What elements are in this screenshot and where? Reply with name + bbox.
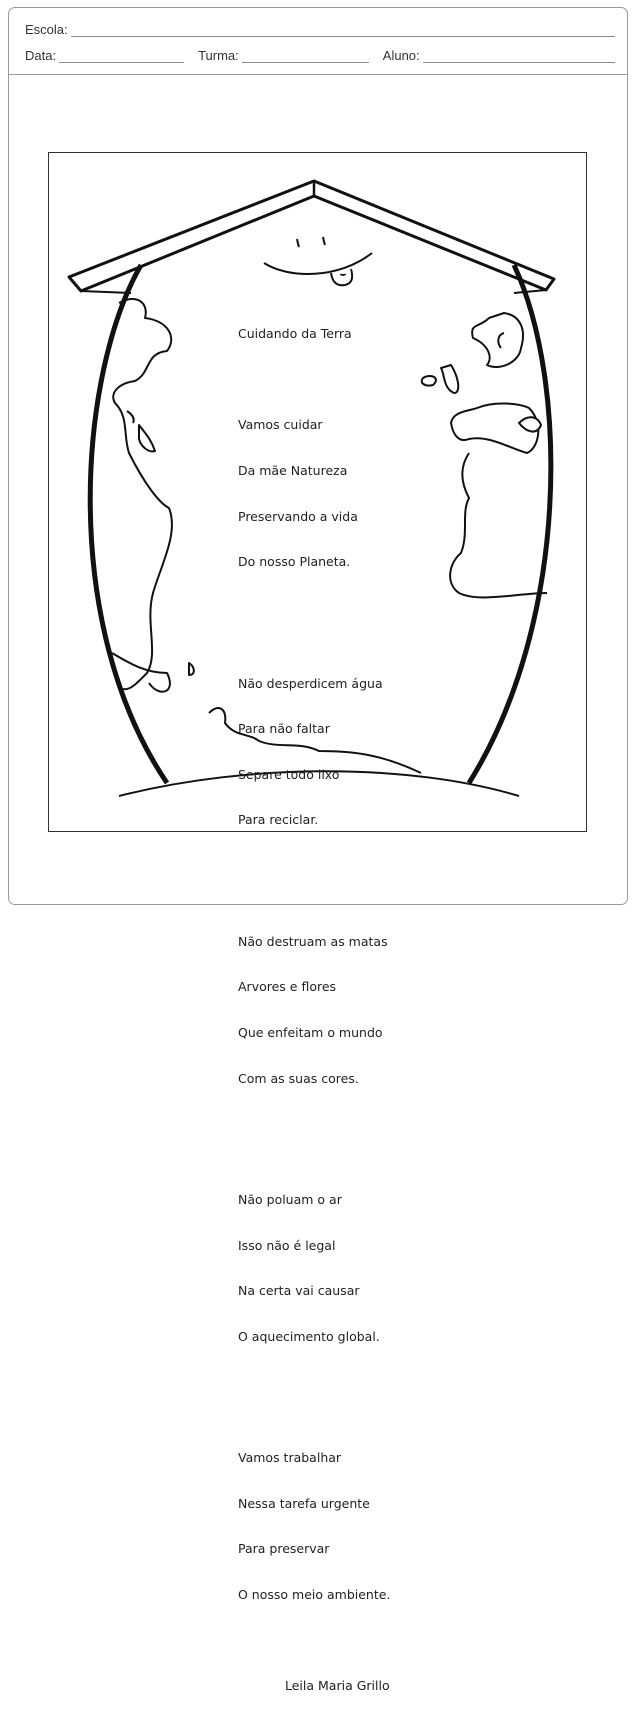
- poem-line: Preservando a vida: [238, 508, 358, 524]
- poem-line: Para não faltar: [238, 721, 330, 737]
- poem-line: Do nosso Planeta.: [238, 554, 351, 570]
- stanza: [238, 387, 390, 600]
- poem-line: Arvores e flores: [238, 979, 337, 995]
- data-field[interactable]: [59, 50, 184, 63]
- poem-line: Separe todo lixo: [238, 766, 340, 782]
- poem-line: Para preservar: [238, 1541, 330, 1557]
- poem-line: Vamos trabalhar: [238, 1450, 342, 1466]
- turma-field[interactable]: [242, 50, 369, 63]
- escola-label: Escola:: [25, 22, 68, 37]
- poem-line: Não destruam as matas: [238, 933, 388, 949]
- data-label: Data:: [25, 48, 57, 63]
- poem: [238, 296, 390, 1724]
- poem-line: O aquecimento global.: [238, 1328, 380, 1344]
- poem-line: Nessa tarefa urgente: [238, 1495, 370, 1511]
- poem-line: Não poluam o ar: [238, 1191, 342, 1207]
- poem-line: Que enfeitam o mundo: [238, 1024, 383, 1040]
- header-row-escola: [25, 22, 615, 37]
- poem-line: O nosso meio ambiente.: [238, 1586, 391, 1602]
- illustration-frame: [48, 152, 587, 1693]
- escola-field[interactable]: [71, 24, 615, 37]
- stanza: [238, 1162, 390, 1375]
- stanza: [238, 645, 390, 858]
- poem-title: Cuidando da Terra: [238, 326, 352, 342]
- smiley-face: [264, 237, 372, 285]
- poem-author: Leila Maria Grillo: [285, 1677, 390, 1693]
- stanza: [238, 903, 390, 1116]
- poem-line: Na certa vai causar: [238, 1283, 360, 1299]
- poem-line: Não desperdicem água: [238, 675, 383, 691]
- aluno-field[interactable]: [423, 50, 615, 63]
- globe-left-edge: [90, 265, 167, 783]
- header-divider: [9, 74, 627, 75]
- turma-label: Turma:: [198, 48, 239, 63]
- poem-line: Da mãe Natureza: [238, 463, 348, 479]
- stanza: [238, 1420, 390, 1633]
- poem-line: Para reciclar.: [238, 812, 319, 828]
- aluno-label: Aluno:: [382, 48, 420, 63]
- header-row-info: [25, 48, 615, 63]
- poem-line: Vamos cuidar: [238, 417, 323, 433]
- poem-line: Isso não é legal: [238, 1237, 336, 1253]
- roof-shape: [69, 181, 554, 293]
- poem-line: Com as suas cores.: [238, 1070, 359, 1086]
